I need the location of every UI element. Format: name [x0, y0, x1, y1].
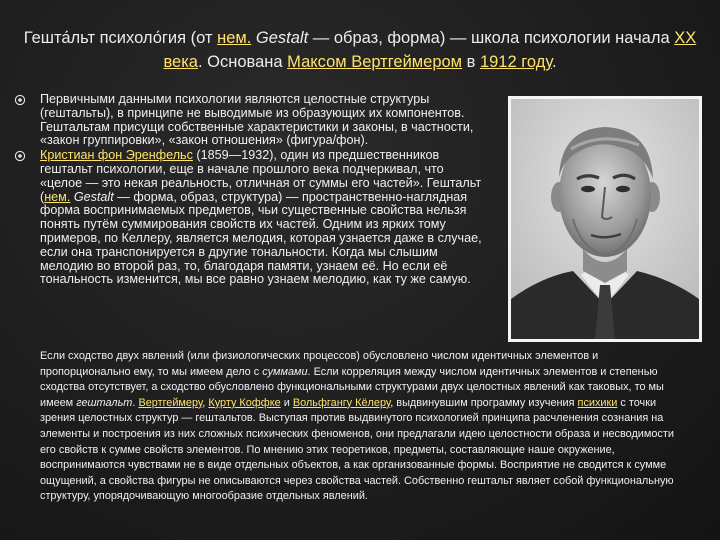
bullet-item	[14, 93, 488, 148]
portrait-photo	[508, 96, 702, 342]
link-psyche[interactable]: психики	[577, 396, 618, 409]
title-text: Гешта́льт психоло́гия (от	[23, 29, 218, 47]
title-gestalt-word: Gestalt	[255, 29, 309, 47]
bullet-item	[14, 149, 488, 287]
link-founder[interactable]: Максом Вертгеймером	[287, 53, 463, 71]
circled-dot-icon	[14, 150, 26, 162]
paragraph-text: , выдвинувшим программу изучения	[390, 396, 578, 409]
circled-dot-icon	[14, 94, 26, 106]
sum-word: суммами	[262, 365, 308, 378]
paragraph-text: ,	[202, 396, 209, 409]
bullet-text: Первичными данными психологии являются целостные структуры (гештальты), в принципе не выводимые из образующих их компонентов. Гештальтам присущи собственные характеристики и законы, в частности, «закон группировки», «закон отношения» (фигура/фон).	[40, 92, 474, 148]
link-koffka[interactable]: Курту Коффке	[208, 396, 281, 409]
title-text: . Основана	[197, 53, 288, 71]
bullet-list	[14, 93, 488, 287]
slide-title	[20, 26, 700, 74]
link-xx-century[interactable]: XX века	[163, 29, 697, 71]
link-nem[interactable]: нем.	[44, 189, 71, 204]
paragraph-text: и	[280, 396, 293, 409]
paragraph-text: с точки зрения целостных структур — гештальтов. Выступая против выдвинутого психологией принципа расчленения сознания на элементы и построения из них сложных психических феноменов, они предлагали идею целостности образа и несводимости его свойств к сумме свойств элементов. По мнению этих теоретиков, предметы, составляющие наше окружение, воспринимаются чувствами не в виде отдельных объектов, а как организованные формы. Восприятие не сводится к сумме ощущений, а свойства фигуры не описываются через свойства частей. Собственно гештальт являет собой функциональную структуру, упорядочивающую многообразие отдельных явлений.	[40, 396, 674, 503]
gestalt-word: Gestalt	[73, 189, 114, 204]
paragraph-text: Если сходство двух явлений (или физиологических процессов) обусловлено числом идентичных элементов и пропорционально ему, то мы имеем дело с	[40, 350, 599, 378]
paragraph-text: . Если корреляция между числом идентичных элементов и степенью сходства отсутствует, а сходство обусловлено функциональными структурами двух целостных явлений как таковых, то мы имеем	[40, 365, 664, 409]
body-paragraph	[40, 349, 690, 505]
link-koehler[interactable]: Вольфгангу Кёлеру	[292, 396, 391, 409]
title-text: .	[551, 53, 557, 71]
gestalt-word: гештальт	[76, 396, 133, 409]
link-nem[interactable]: нем.	[217, 29, 252, 47]
bullet-text: (1859—1932), один из предшественников гештальт психологии, еще в начале прошлого века подчеркивал, что «целое — это некая реальность, отличная от суммы его частей». Гештальт (	[40, 148, 482, 204]
title-text: — образ, форма) — школа психологии начала	[308, 29, 675, 47]
link-year[interactable]: 1912 году	[479, 53, 552, 71]
bullet-text: — форма, образ, структура) — пространственно-наглядная форма воспринимаемых предметов, чьи существенные свойства нельзя понять путём суммирования свойств их частей. Одним из ярких тому примеров, по Келлеру, является мелодия, которая узнается даже в случае, если она транспонируется в другие тональности. Когда мы слышим мелодию во второй раз, то, благодаря памяти, узнаем её. Но если её тональность изменится, мы все равно узнаем мелодию, как ту же самую.	[40, 189, 482, 287]
link-ehrenfels[interactable]: Кристиан фон Эренфельс	[40, 148, 193, 163]
portrait-image	[511, 99, 699, 339]
link-wertheimer[interactable]: Вертгеймеру	[138, 396, 203, 409]
paragraph-text: .	[132, 396, 139, 409]
title-text: в	[462, 53, 480, 71]
